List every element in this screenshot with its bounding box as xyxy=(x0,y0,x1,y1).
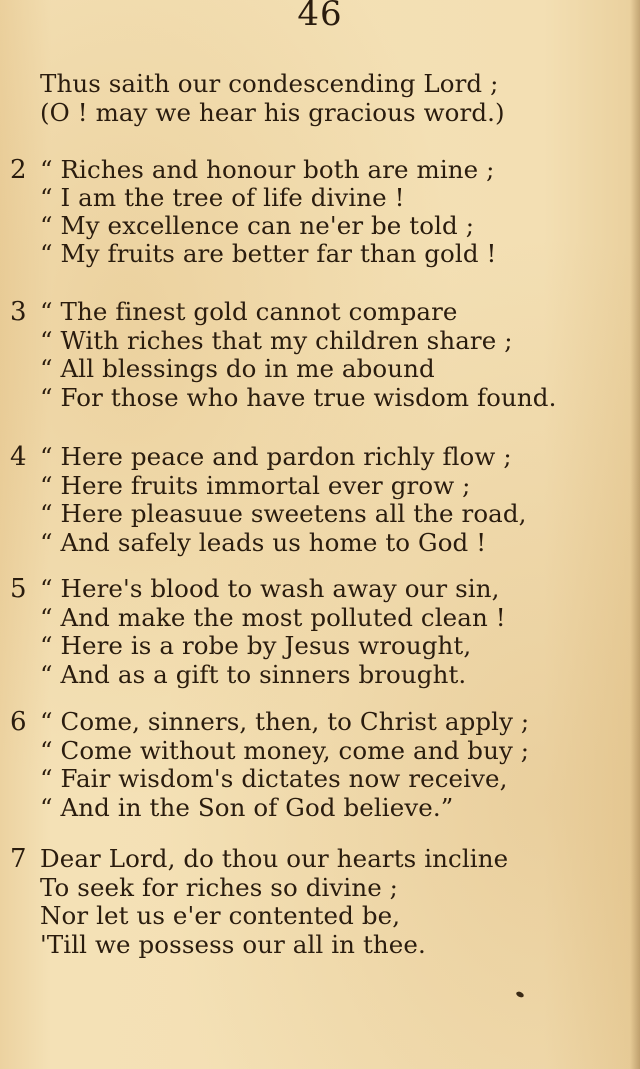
verse-line: Dear Lord, do thou our hearts incline xyxy=(40,844,509,873)
verse-line: Nor let us e'er contented be, xyxy=(40,901,401,930)
stanza-number: 4 xyxy=(10,442,27,472)
verse-line: “ With riches that my children share ; xyxy=(40,326,513,355)
verse-line: “ And safely leads us home to God ! xyxy=(40,528,487,557)
verse-line: “ Fair wisdom's dictates now receive, xyxy=(40,764,508,793)
verse-line: Thus saith our condescending Lord ; xyxy=(40,69,499,98)
page-edge-shadow xyxy=(630,0,640,1069)
verse-line: “ And in the Son of God believe.” xyxy=(40,793,454,822)
verse-line: “ My fruits are better far than gold ! xyxy=(40,239,497,268)
stanza-number: 3 xyxy=(10,297,27,327)
verse-line: “ And make the most polluted clean ! xyxy=(40,603,506,632)
stanza-number: 7 xyxy=(10,844,27,874)
verse-line: “ For those who have true wisdom found. xyxy=(40,383,557,412)
verse-line: “ Come without money, come and buy ; xyxy=(40,736,530,765)
verse-line: “ All blessings do in me abound xyxy=(40,354,435,383)
stanza-number: 5 xyxy=(10,574,27,604)
verse-line: To seek for riches so divine ; xyxy=(40,873,399,902)
stanza-number: 6 xyxy=(10,707,27,737)
verse-line: “ Here is a robe by Jesus wrought, xyxy=(40,631,472,660)
ink-spot-icon xyxy=(515,991,524,999)
verse-line: “ And as a gift to sinners brought. xyxy=(40,660,467,689)
verse-line: “ Here's blood to wash away our sin, xyxy=(40,574,500,603)
verse-line: “ Here peace and pardon richly flow ; xyxy=(40,442,512,471)
verse-line: “ I am the tree of life divine ! xyxy=(40,183,405,212)
verse-line: “ Come, sinners, then, to Christ apply ; xyxy=(40,707,530,736)
stanza-number: 2 xyxy=(10,155,27,185)
verse-line: “ Here pleasuue sweetens all the road, xyxy=(40,499,527,528)
verse-line: 'Till we possess our all in thee. xyxy=(40,930,426,959)
verse-line: “ Riches and honour both are mine ; xyxy=(40,155,495,184)
page-number: 46 xyxy=(297,0,343,34)
verse-line: (O ! may we hear his gracious word.) xyxy=(40,98,505,127)
verse-line: “ My excellence can ne'er be told ; xyxy=(40,211,475,240)
verse-line: “ Here fruits immortal ever grow ; xyxy=(40,471,471,500)
verse-line: “ The finest gold cannot compare xyxy=(40,297,458,326)
